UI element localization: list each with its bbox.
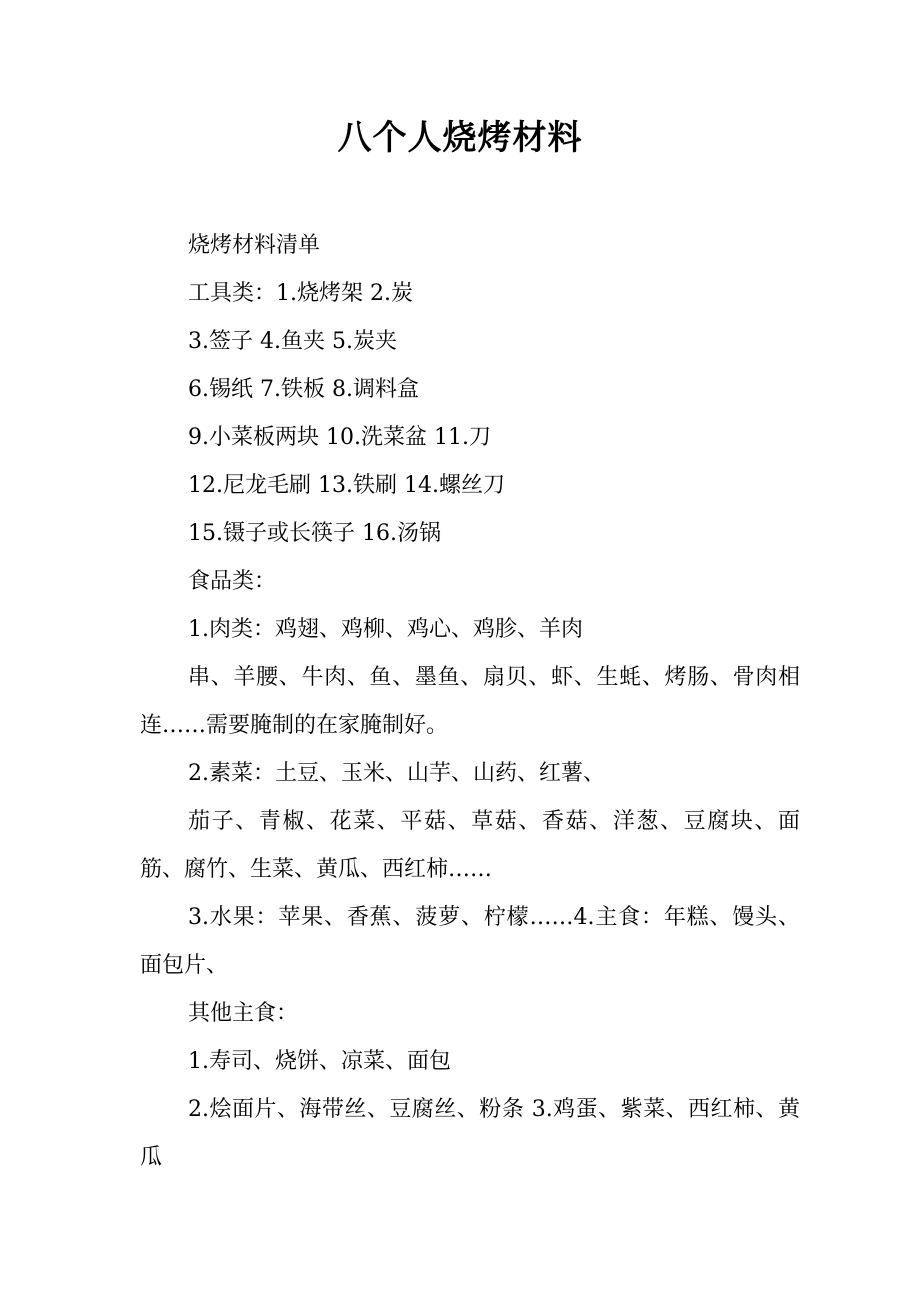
paragraph-fruit-staples: 3.水果：苹果、香蕉、菠萝、柠檬……4.主食：年糕、馒头、面包片、: [140, 905, 800, 978]
paragraph-meat-1: 1.肉类：鸡翅、鸡柳、鸡心、鸡胗、羊肉: [188, 617, 583, 642]
paragraph-other-staples-2: 2.烩面片、海带丝、豆腐丝、粉条 3.鸡蛋、紫菜、西红柿、黄瓜: [140, 1097, 800, 1170]
document-title: 八个人烧烤材料: [337, 118, 583, 158]
paragraph-food-heading: 食品类：: [188, 569, 277, 594]
paragraph-tools-5: 12.尼龙毛刷 13.铁刷 14.螺丝刀: [188, 473, 505, 498]
paragraph-list-title: 烧烤材料清单: [188, 233, 321, 258]
paragraph-vegetables-2: 茄子、青椒、花菜、平菇、草菇、香菇、洋葱、豆腐块、面筋、腐竹、生菜、黄瓜、西红柿……: [140, 809, 800, 882]
document-body: [140, 222, 800, 1182]
paragraph-tools-6: 15.镊子或长筷子 16.汤锅: [188, 521, 441, 546]
paragraph-other-staples-heading: 其他主食：: [188, 1001, 299, 1026]
paragraph-tools-1: 工具类：1.烧烤架 2.炭: [188, 281, 413, 306]
paragraph-tools-4: 9.小菜板两块 10.洗菜盆 11.刀: [188, 425, 491, 450]
paragraph-vegetables-1: 2.素菜：土豆、玉米、山芋、山药、红薯、: [188, 761, 605, 786]
paragraph-meat-2: 串、羊腰、牛肉、鱼、墨鱼、扇贝、虾、生蚝、烤肠、骨肉相连……需要腌制的在家腌制好。: [140, 665, 800, 738]
paragraph-tools-2: 3.签子 4.鱼夹 5.炭夹: [188, 329, 397, 354]
paragraph-other-staples-1: 1.寿司、烧饼、凉菜、面包: [188, 1049, 451, 1074]
paragraph-tools-3: 6.锡纸 7.铁板 8.调料盒: [188, 377, 419, 402]
